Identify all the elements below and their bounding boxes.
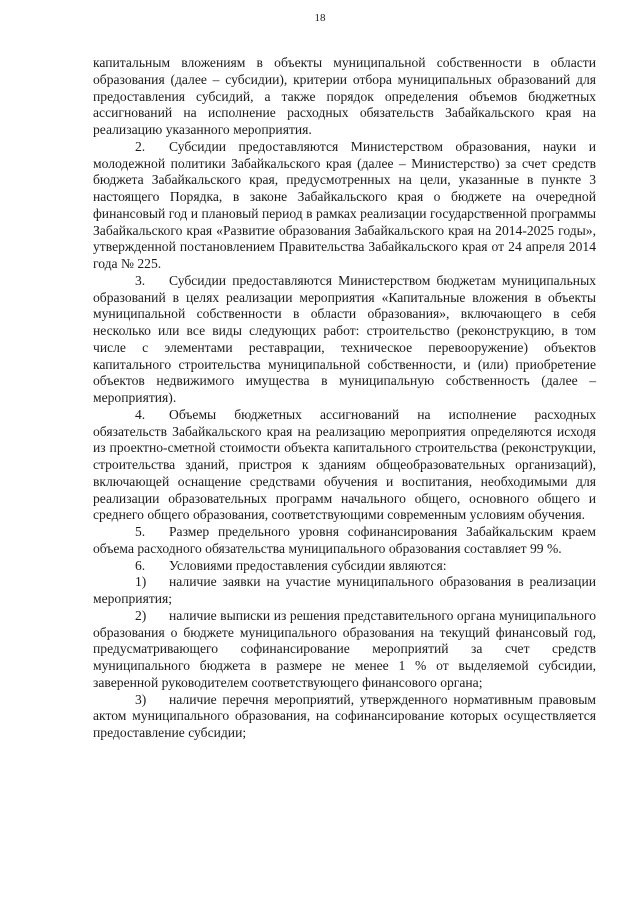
item-number: 4. — [135, 406, 146, 422]
document-body — [93, 55, 596, 742]
paragraph-text: Размер предельного уровня софинансирования Забайкальским краем объема расходного обязательства муниципального образования составляет 99 %. — [93, 524, 596, 556]
subitem-3 — [93, 692, 596, 742]
paragraph-text: капитальным вложениям в объекты муниципальной собственности в области образования (далее – субсидии), критерии отбора муниципальных образований для предоставления субсидий, а также порядок определения объемов бюджетных ассигнований на исполнение расходных обязательств Забайкальского края на реализацию указанного мероприятия. — [93, 55, 596, 137]
subitem-2 — [93, 608, 596, 692]
item-number: 2. — [135, 138, 146, 154]
paragraph-text: Объемы бюджетных ассигнований на исполнение расходных обязательств Забайкальского края на реализацию мероприятия определяются исходя из проектно-сметной стоимости объекта капитального строительства (реконструкции, строительства зданий, пристроя к зданиям общеобразовательных организаций), включающей оснащение средствами обучения и воспитания, необходимыми для реализации образовательных программ начального общего, основного общего и среднего общего образования, соответствующими современным условиям обучения. — [93, 406, 596, 523]
subitem-1 — [93, 574, 596, 608]
subitem-text: наличие выписки из решения представительного органа муниципального образования о бюджете муниципального образования на текущий финансовый год, предусматривающего софинансирование мероприятий за счет средств муниципального бюджета в размере не менее 1 % от выделяемой субсидии, заверенной руководителем соответствующего финансового органа; — [93, 607, 596, 690]
paragraph-item-6 — [93, 558, 596, 575]
item-number: 6. — [135, 557, 146, 573]
page-number: 18 — [314, 12, 326, 24]
subitem-text: наличие заявки на участие муниципального образования в реализации мероприятия; — [93, 574, 596, 606]
paragraph-text: Субсидии предоставляются Министерством бюджетам муниципальных образований в целях реализации мероприятия «Капитальные вложения в объекты муниципальной собственности в области образования», включающего в себя несколько или все виды следующих работ: строительство (реконструкцию, в том числе с элементами реставрации, техническое перевооружение) объектов капитального строительства муниципальной собственности, и (или) приобретение объектов недвижимого имущества в муниципальную собственность (далее – мероприятия). — [93, 272, 596, 405]
subitem-number: 2) — [135, 607, 147, 623]
item-number: 5. — [135, 524, 146, 539]
paragraph-item-5 — [93, 524, 596, 558]
item-number: 3. — [135, 272, 146, 288]
paragraph-item-4 — [93, 407, 596, 524]
subitem-number: 1) — [135, 574, 147, 590]
paragraph-item-2 — [93, 139, 596, 273]
subitem-text: наличие перечня мероприятий, утвержденного нормативным правовым актом муниципального образования, на софинансирование которых осуществляется предоставление субсидии; — [93, 691, 596, 740]
paragraph-text: Условиями предоставления субсидии являются: — [169, 557, 447, 573]
subitem-number: 3) — [135, 691, 147, 707]
paragraph-text: Субсидии предоставляются Министерством образования, науки и молодежной политики Забайкальского края (далее – Министерство) за счет средств бюджета Забайкальского края, предусмотренных на цели, указанные в пункте 3 настоящего Порядка, в законе Забайкальского края о бюджете на очередной финансовый год и плановый период в рамках реализации государственной программы Забайкальского края «Развитие образования Забайкальского края на 2014-2025 годы», утвержденной постановлением Правительства Забайкальского края от 24 апреля 2014 года № 225. — [93, 138, 596, 271]
paragraph-continuation — [93, 55, 596, 139]
paragraph-item-3 — [93, 273, 596, 407]
